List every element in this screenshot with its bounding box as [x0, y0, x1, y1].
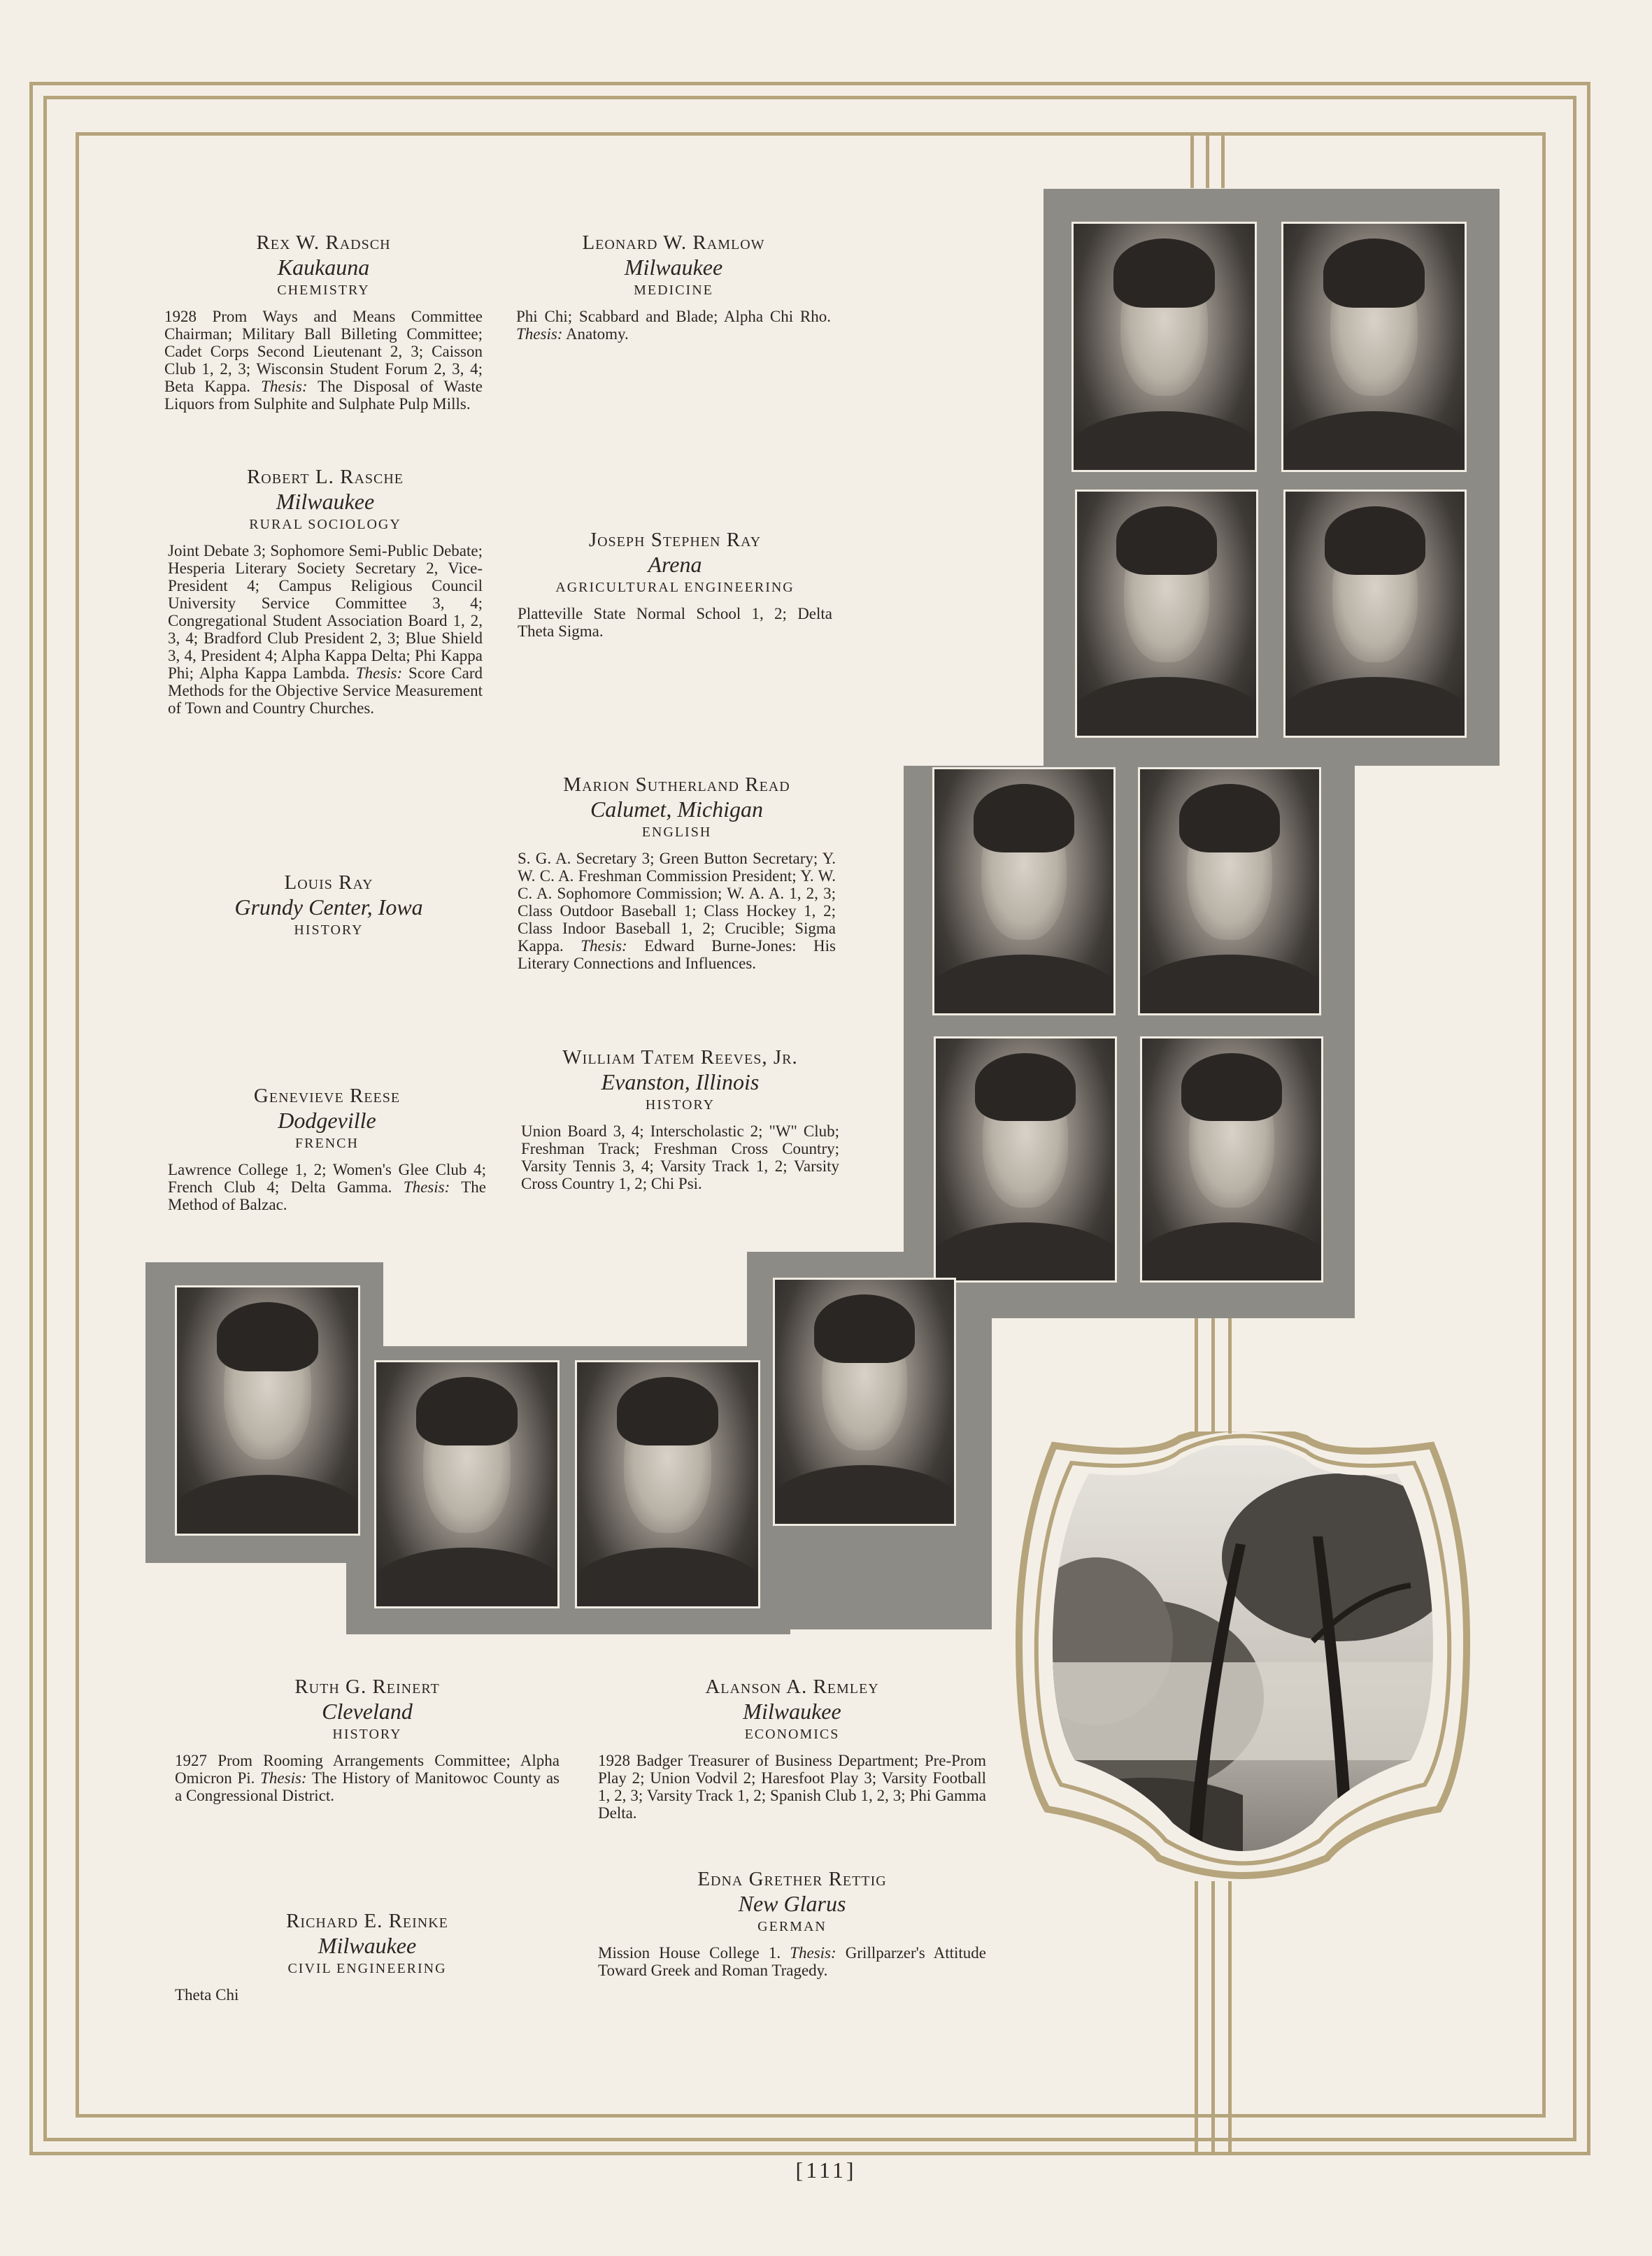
student-department: CHEMISTRY	[277, 283, 370, 298]
student-entry	[518, 773, 836, 972]
student-department: RURAL SOCIOLOGY	[249, 517, 401, 532]
student-name: Ruth G. Reinert	[294, 1676, 440, 1698]
student-hometown: Cleveland	[322, 1699, 413, 1724]
ornament-bar	[1195, 1315, 1198, 1434]
student-activities: Platteville State Normal School 1, 2; Delta Theta Sigma.	[518, 605, 832, 640]
portrait-photo	[773, 1278, 956, 1526]
student-hometown: Kaukauna	[277, 255, 370, 280]
student-department: ECONOMICS	[744, 1727, 840, 1742]
student-hometown: Milwaukee	[276, 489, 375, 514]
student-department: AGRICULTURAL ENGINEERING	[555, 580, 795, 595]
student-entry	[164, 231, 483, 413]
student-department: HISTORY	[332, 1727, 402, 1742]
student-hometown: Arena	[648, 552, 702, 577]
student-entry	[598, 1867, 986, 1979]
student-hometown: Milwaukee	[743, 1699, 841, 1724]
ornament-bar	[1211, 1881, 1215, 2154]
student-name: William Tatem Reeves, Jr.	[562, 1046, 798, 1069]
page-number: [111]	[795, 2157, 857, 2183]
student-name: Edna Grether Rettig	[697, 1868, 887, 1890]
portrait-photo	[1138, 767, 1321, 1015]
student-name: Marion Sutherland Read	[563, 773, 790, 796]
student-department: MEDICINE	[634, 283, 713, 298]
portrait-photo	[1071, 222, 1257, 472]
student-activities: S. G. A. Secretary 3; Green Button Secretary; Y. W. C. A. Freshman Commission President; Y. W. C. A. Sophomore Commission; W. A. A. 1, 2, 3; Class Outdoor Baseball 1; Class Hockey 1, 2; Class Indoor Baseball 1, 2; Crucible; Sigma Kappa. Thesis: Edward Burne-Jones: His Literary Connections and Influences.	[518, 850, 836, 972]
landscape-vignette	[1012, 1432, 1474, 1879]
ornament-bar	[1211, 1315, 1215, 1434]
student-hometown: Calumet, Michigan	[590, 797, 764, 822]
student-activities: Theta Chi	[175, 1986, 239, 2004]
ornament-bar	[1206, 132, 1209, 188]
student-department: FRENCH	[295, 1136, 359, 1151]
ornament-bar	[1190, 132, 1194, 188]
student-entry	[521, 1045, 839, 1192]
student-hometown: Evanston, Illinois	[601, 1069, 760, 1094]
student-activities: Phi Chi; Scabbard and Blade; Alpha Chi Rho. Thesis: Anatomy.	[516, 308, 831, 343]
student-activities: Mission House College 1. Thesis: Grillparzer's Attitude Toward Greek and Roman Tragedy.	[598, 1944, 986, 1979]
portrait-photo	[1140, 1036, 1323, 1283]
portrait-photo	[1281, 222, 1467, 472]
student-entry	[175, 1909, 560, 2004]
portrait-photo	[175, 1285, 360, 1536]
student-entry	[516, 231, 831, 343]
student-name: Louis Ray	[284, 871, 373, 894]
student-entry	[518, 528, 832, 640]
student-hometown: Milwaukee	[624, 255, 723, 280]
portrait-photo	[374, 1360, 560, 1608]
student-hometown: Milwaukee	[318, 1933, 417, 1958]
student-department: HISTORY	[294, 922, 364, 938]
student-entry	[168, 465, 483, 717]
student-entry	[598, 1675, 986, 1822]
student-activities: Joint Debate 3; Sophomore Semi-Public Debate; Hesperia Literary Society Secretary 2, Vice-President 4; Campus Religious Council University Service Committee 3, 4; Congregational Student Association Board 1, 2, 3, 4; Bradford Club President 2, 3; Blue Shield 3, 4, President 4; Alpha Kappa Delta; Phi Kappa Phi; Alpha Kappa Lambda. Thesis: Score Card Methods for the Objective Service Measurement of Town and Country Churches.	[168, 542, 483, 717]
student-hometown: Dodgeville	[278, 1108, 376, 1133]
portrait-photo	[1283, 490, 1467, 738]
student-department: ENGLISH	[641, 824, 712, 840]
student-activities: 1927 Prom Rooming Arrangements Committee; Alpha Omicron Pi. Thesis: The History of Manitowoc County as a Congressional District.	[175, 1752, 560, 1804]
portrait-photo	[575, 1360, 760, 1608]
student-name: Robert L. Rasche	[246, 466, 404, 488]
portrait-photo	[932, 767, 1116, 1015]
student-name: Rex W. Radsch	[256, 231, 391, 254]
student-department: GERMAN	[757, 1919, 827, 1934]
student-activities: Lawrence College 1, 2; Women's Glee Club 4; French Club 4; Delta Gamma. Thesis: The Method of Balzac.	[168, 1161, 486, 1213]
ornament-bar	[1195, 1881, 1198, 2154]
portrait-photo	[1075, 490, 1258, 738]
ornament-bar	[1221, 132, 1225, 188]
student-entry	[171, 871, 486, 948]
student-name: Leonard W. Ramlow	[582, 231, 765, 254]
student-hometown: Grundy Center, Iowa	[234, 894, 423, 920]
student-department: HISTORY	[645, 1097, 715, 1113]
student-activities: Union Board 3, 4; Interscholastic 2; "W" Club; Freshman Track; Freshman Cross Country; Varsity Tennis 3, 4; Varsity Track 1, 2; Varsity Cross Country 1, 2; Chi Psi.	[521, 1122, 839, 1192]
student-activities: 1928 Prom Ways and Means Committee Chairman; Military Ball Billeting Committee; Cadet Corps Second Lieutenant 2, 3; Caisson Club 1, 2, 3; Wisconsin Student Forum 2, 3, 4; Beta Kappa. Thesis: The Disposal of Waste Liquors from Sulphite and Sulphate Pulp Mills.	[164, 308, 483, 413]
student-name: Joseph Stephen Ray	[588, 529, 762, 551]
student-name: Richard E. Reinke	[286, 1910, 448, 1932]
ornament-bar	[1228, 1881, 1232, 2154]
student-entry	[175, 1675, 560, 1804]
student-name: Alanson A. Remley	[705, 1676, 879, 1698]
student-department: CIVIL ENGINEERING	[287, 1961, 447, 1976]
student-name: Genevieve Reese	[253, 1085, 401, 1107]
student-hometown: New Glarus	[738, 1891, 846, 1916]
student-activities: 1928 Badger Treasurer of Business Department; Pre-Prom Play 2; Union Vodvil 2; Haresfoot Play 3; Varsity Football 1, 2, 3; Varsity Track 1, 2; Spanish Club 1, 2, 3; Phi Gamma Delta.	[598, 1752, 986, 1822]
ornament-bar	[1228, 1315, 1232, 1434]
portrait-photo	[934, 1036, 1117, 1283]
student-entry	[168, 1084, 486, 1213]
